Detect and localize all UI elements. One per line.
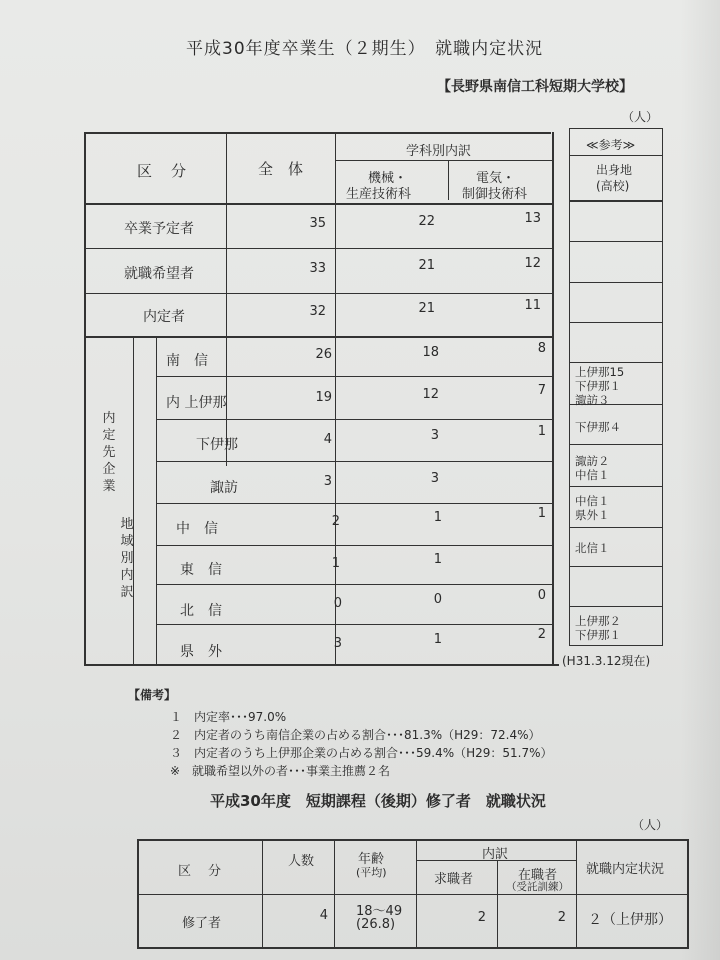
- table2-title: 平成30年度 短期課程（後期）修了者 就職状況: [210, 792, 546, 810]
- header-dept1-line1: 機械・: [368, 171, 408, 186]
- region-dept2: 1: [537, 424, 546, 439]
- row-total: 35: [309, 216, 326, 231]
- t2-header-status: 就職内定状況: [586, 862, 665, 877]
- vertical-char: 定: [102, 428, 116, 443]
- region-total: 26: [315, 347, 332, 362]
- t2-row-count: 4: [319, 908, 328, 923]
- reference-line: 諏訪３: [575, 393, 610, 407]
- t2-header-age: 年齢: [358, 852, 385, 867]
- region-dept2: 2: [537, 627, 546, 642]
- region-dept1: 0: [433, 592, 442, 607]
- region-label: 県 外: [180, 644, 222, 660]
- note-item: ３ 内定者のうち上伊那企業の占める割合･･･59.4%（H29：51.7%）: [170, 746, 553, 760]
- row-dept1: 21: [418, 258, 435, 273]
- t2-row-label: 修了者: [182, 916, 222, 931]
- note-item: ２ 内定者のうち南信企業の占める割合･･･81.3%（H29：72.4%）: [170, 728, 541, 742]
- t2-header-count: 人数: [288, 854, 315, 869]
- reference-line: 諏訪２: [575, 454, 610, 468]
- reference-line: 上伊那15: [575, 365, 625, 379]
- row-total: 32: [309, 304, 326, 319]
- row-dept1: 22: [418, 214, 435, 229]
- row-total: 33: [309, 261, 326, 276]
- t2-header-employed-sub: （受託訓練）: [506, 881, 569, 893]
- header-dept1-line2: 生産技術科: [346, 187, 412, 202]
- t2-row-employed: 2: [557, 910, 566, 925]
- table2-unit: （人）: [632, 818, 669, 832]
- document-title: 平成30年度卒業生（２期生） 就職内定状況: [186, 39, 544, 59]
- reference-line: 中信１: [575, 468, 610, 482]
- reference-title: ≪参考≫: [586, 138, 636, 152]
- vertical-char: 地: [120, 517, 134, 532]
- region-label: 諏訪: [210, 480, 238, 496]
- reference-line: 下伊那１: [575, 379, 621, 393]
- note-item: ※ 就職希望以外の者･･･事業主推薦２名: [170, 764, 391, 778]
- t2-header-employed: 在職者: [518, 868, 558, 883]
- region-dept1: 18: [422, 345, 439, 360]
- reference-header-2: (高校): [596, 179, 630, 193]
- t2-row-seeker: 2: [477, 910, 486, 925]
- region-label: 東 信: [180, 562, 222, 578]
- region-label: 下伊那: [196, 437, 238, 453]
- region-dept2: 0: [537, 588, 546, 603]
- region-dept1: 12: [422, 387, 439, 402]
- vertical-char: 企: [102, 462, 116, 477]
- region-dept1: 1: [433, 632, 442, 647]
- region-dept2: 8: [537, 341, 546, 356]
- region-total: 3: [333, 636, 342, 651]
- t2-header-kubun: 区 分: [178, 864, 224, 879]
- row-dept2: 11: [524, 298, 541, 313]
- region-dept2: 1: [537, 506, 546, 521]
- t2-row-age-avg: (26.8): [356, 917, 396, 932]
- region-total: 0: [333, 596, 342, 611]
- vertical-char: 業: [102, 479, 116, 494]
- vertical-char: 別: [120, 551, 134, 566]
- region-dept1: 3: [430, 428, 439, 443]
- vertical-char: 先: [102, 445, 116, 460]
- region-label: 内 上伊那: [166, 395, 227, 411]
- notes-heading: 【備考】: [128, 688, 177, 702]
- region-total: 3: [323, 474, 332, 489]
- t2-row-age: 18～49: [356, 904, 403, 919]
- vertical-char: 内: [120, 568, 134, 583]
- as-of-date: (H31.3.12現在): [562, 654, 651, 668]
- t2-header-breakdown: 内訳: [482, 847, 509, 862]
- region-total: 1: [331, 556, 340, 571]
- row-label: 就職希望者: [124, 266, 194, 282]
- region-dept2: 7: [537, 383, 546, 398]
- header-dept2-line2: 制御技術科: [462, 187, 528, 202]
- page-edge-shadow: [680, 0, 720, 960]
- school-name: 【長野県南信工科短期大学校】: [437, 79, 633, 95]
- header-total: 全 体: [258, 160, 304, 178]
- header-dept2-line1: 電気・: [476, 171, 516, 186]
- region-label: 南 信: [166, 353, 208, 369]
- region-dept1: 1: [433, 510, 442, 525]
- note-item: １ 内定率･･･97.0%: [170, 710, 287, 724]
- reference-line: 北信１: [575, 541, 610, 555]
- region-dept1: 1: [433, 552, 442, 567]
- region-total: 4: [323, 432, 332, 447]
- reference-header-1: 出身地: [596, 163, 633, 177]
- reference-line: 県外１: [575, 508, 610, 522]
- unit-label: （人）: [622, 110, 659, 124]
- row-dept2: 12: [524, 256, 541, 271]
- reference-line: 中信１: [575, 494, 610, 508]
- reference-line: 下伊那１: [575, 628, 621, 642]
- row-dept1: 21: [418, 301, 435, 316]
- t2-header-seeker: 求職者: [434, 872, 474, 887]
- t2-header-age-sub: (平均): [356, 866, 387, 879]
- row-label: 内定者: [143, 309, 185, 325]
- header-kubun: 区 分: [137, 162, 189, 180]
- reference-line: 下伊那４: [575, 420, 621, 434]
- region-label: 北 信: [180, 603, 222, 619]
- row-label: 卒業予定者: [124, 221, 194, 237]
- reference-line: 上伊那２: [575, 614, 621, 628]
- region-dept1: 3: [430, 471, 439, 486]
- vertical-char: 域: [120, 534, 134, 549]
- region-total: 19: [315, 390, 332, 405]
- region-total: 2: [331, 514, 340, 529]
- header-breakdown: 学科別内訳: [406, 144, 472, 159]
- row-dept2: 13: [524, 211, 541, 226]
- vertical-char: 訳: [120, 585, 134, 600]
- t2-row-status: ２（上伊那）: [588, 912, 672, 928]
- vertical-char: 内: [102, 411, 116, 426]
- region-label: 中 信: [176, 521, 218, 537]
